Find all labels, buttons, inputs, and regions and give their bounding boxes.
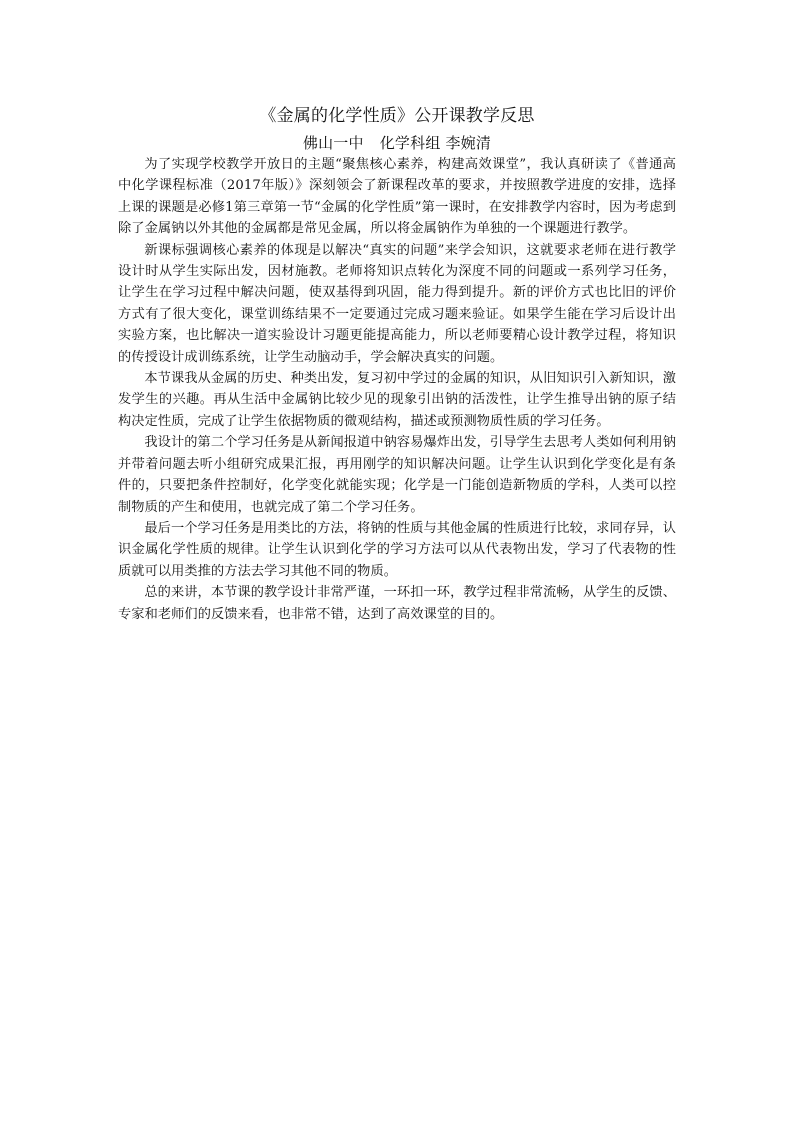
body-paragraph-1: 为了实现学校教学开放日的主题“聚焦核心素养，构建高效课堂”，我认真研读了《普通高中化学课程标准（2017年版）》深刻领会了新课程改革的要求，并按照教学进度的安排，选择上课的课题是必修1第三章第一节“金属的化学性质”第一课时，在安排教学内容时，因为考虑到除了金属钠以外其他的金属都是常见金属，所以将金属钠作为单独的一个课题进行教学。 xyxy=(118,157,676,237)
body-paragraph-3: 本节课我从金属的历史、种类出发，复习初中学过的金属的知识，从旧知识引入新知识，激发学生的兴趣。再从生活中金属钠比较少见的现象引出钠的活泼性，让学生推导出钠的原子结构决定性质，完成了让学生依据物质的微观结构，描述或预测物质性质的学习任务。 xyxy=(118,371,676,429)
body-paragraph-6: 总的来讲，本节课的教学设计非常严谨，一环扣一环，教学过程非常流畅，从学生的反馈、专家和老师们的反馈来看，也非常不错，达到了高效课堂的目的。 xyxy=(118,585,676,622)
body-paragraph-5: 最后一个学习任务是用类比的方法，将钠的性质与其他金属的性质进行比较，求同存异，认识金属化学性质的规律。让学生认识到化学的学习方法可以从代表物出发，学习了代表物的性质就可以用类推的方法去学习其他不同的物质。 xyxy=(118,520,676,579)
document-page xyxy=(118,104,676,625)
body-paragraph-4: 我设计的第二个学习任务是从新闻报道中钠容易爆炸出发，引导学生去思考人类如何利用钠并带着问题去听小组研究成果汇报，再用刚学的知识解决问题。让学生认识到化学变化是有条件的，只要把条件控制好，化学变化就能实现；化学是一门能创造新物质的学科，人类可以控制物质的产生和使用，也就完成了第二个学习任务。 xyxy=(118,435,676,515)
author-school: 佛山一中 xyxy=(302,134,364,152)
body-paragraph-2: 新课标强调核心素养的体现是以解决“真实的问题”来学会知识，这就要求老师在进行教学设计时从学生实际出发，因材施教。老师将知识点转化为深度不同的问题或一系列学习任务，让学生在学习过程中解决问题，使双基得到巩固，能力得到提升。新的评价方式也比旧的评价方式有了很大变化，课堂训练结果不一定要通过完成习题来验证。如果学生能在学习后设计出实验方案，也比解决一道实验设计习题更能提高能力，所以老师要精心设计教学过程，将知识的传授设计成训练系统，让学生动脑动手，学会解决真实的问题。 xyxy=(118,242,676,365)
author-byline xyxy=(118,132,676,154)
author-group-name: 化学科组 李婉清 xyxy=(379,134,492,152)
document-title: 《金属的化学性质》公开课教学反思 xyxy=(259,106,535,126)
